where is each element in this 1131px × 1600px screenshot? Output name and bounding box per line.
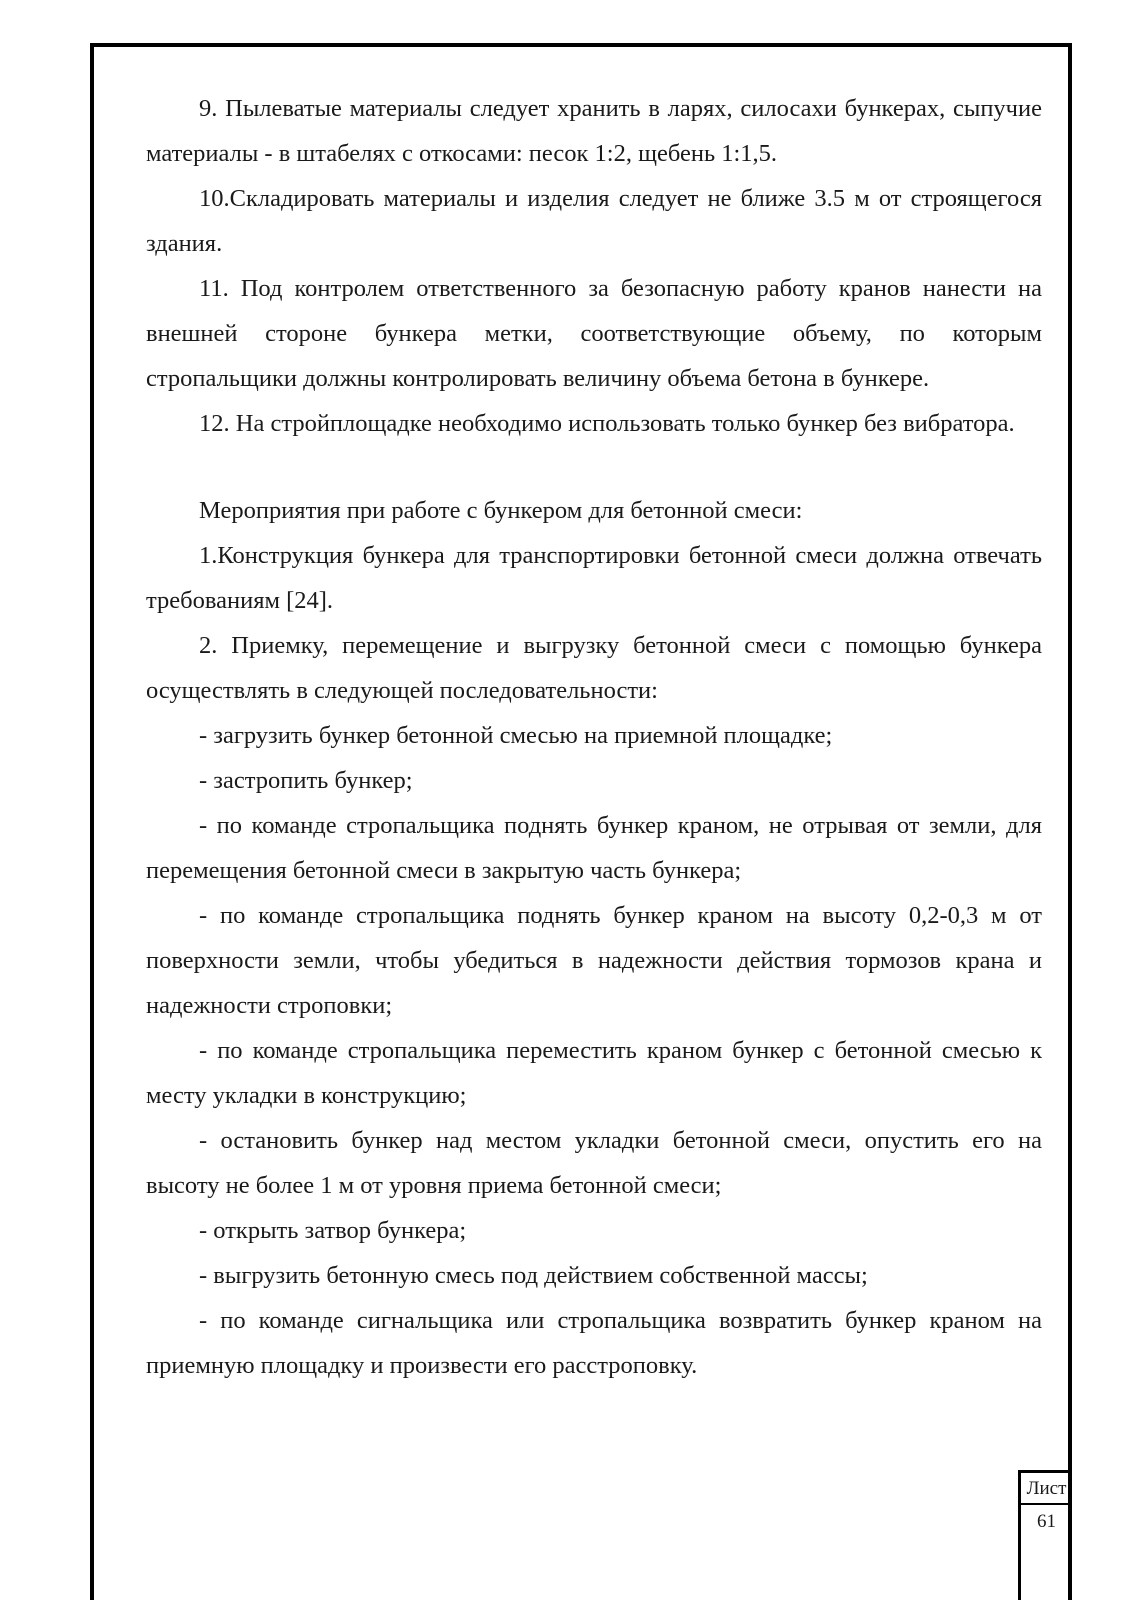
paragraph-11: 11. Под контролем ответственного за безопасную работу кранов нанести на внешней стороне бункера метки, соответствующие объему, по которым стропальщики должны контролировать величину объема бетона в бункере.: [146, 275, 1042, 392]
section-heading: Мероприятия при работе с бункером для бетонной смеси:: [199, 497, 803, 524]
sheet-number: 61: [1037, 1511, 1056, 1532]
list-item: 2. Приемку, перемещение и выгрузку бетонной смеси с помощью бункера осуществлять в следующей последовательности:: [146, 632, 1042, 704]
sheet-label: Лист: [1021, 1473, 1072, 1505]
list-item: - застропить бункер;: [199, 767, 413, 794]
paragraph-9: 9. Пылеватые материалы следует хранить в ларях, силосахи бункерах, сыпучие материалы - в штабелях с откосами: песок 1:2, щебень 1:1,5.: [146, 95, 1042, 167]
document-body: [146, 86, 1042, 1388]
paragraph-12: 12. На стройплощадке необходимо использовать только бункер без вибратора.: [199, 410, 1015, 437]
list-item: - по команде стропальщика поднять бункер краном на высоту 0,2-0,3 м от поверхности земли, чтобы убедиться в надежности действия тормозов крана и надежности строповки;: [146, 902, 1042, 1019]
sheet-number-box: [1018, 1470, 1072, 1600]
paragraph-10: 10.Складировать материалы и изделия следует не ближе 3.5 м от строящегося здания.: [146, 185, 1042, 257]
list-item: - выгрузить бетонную смесь под действием собственной массы;: [199, 1262, 868, 1289]
list-item: - по команде стропальщика переместить краном бункер с бетонной смесью к месту укладки в конструкцию;: [146, 1037, 1042, 1109]
list-item: 1.Конструкция бункера для транспортировки бетонной смеси должна отвечать требованиям [24].: [146, 542, 1042, 614]
list-item: - открыть затвор бункера;: [199, 1217, 467, 1244]
list-item: - по команде стропальщика поднять бункер краном, не отрывая от земли, для перемещения бетонной смеси в закрытую часть бункера;: [146, 812, 1042, 884]
list-item: - остановить бункер над местом укладки бетонной смеси, опустить его на высоту не более 1 м от уровня приема бетонной смеси;: [146, 1127, 1042, 1199]
list-item: - по команде сигнальщика или стропальщика возвратить бункер краном на приемную площадку и произвести его расстроповку.: [146, 1307, 1042, 1379]
list-item: - загрузить бункер бетонной смесью на приемной площадке;: [199, 722, 833, 749]
